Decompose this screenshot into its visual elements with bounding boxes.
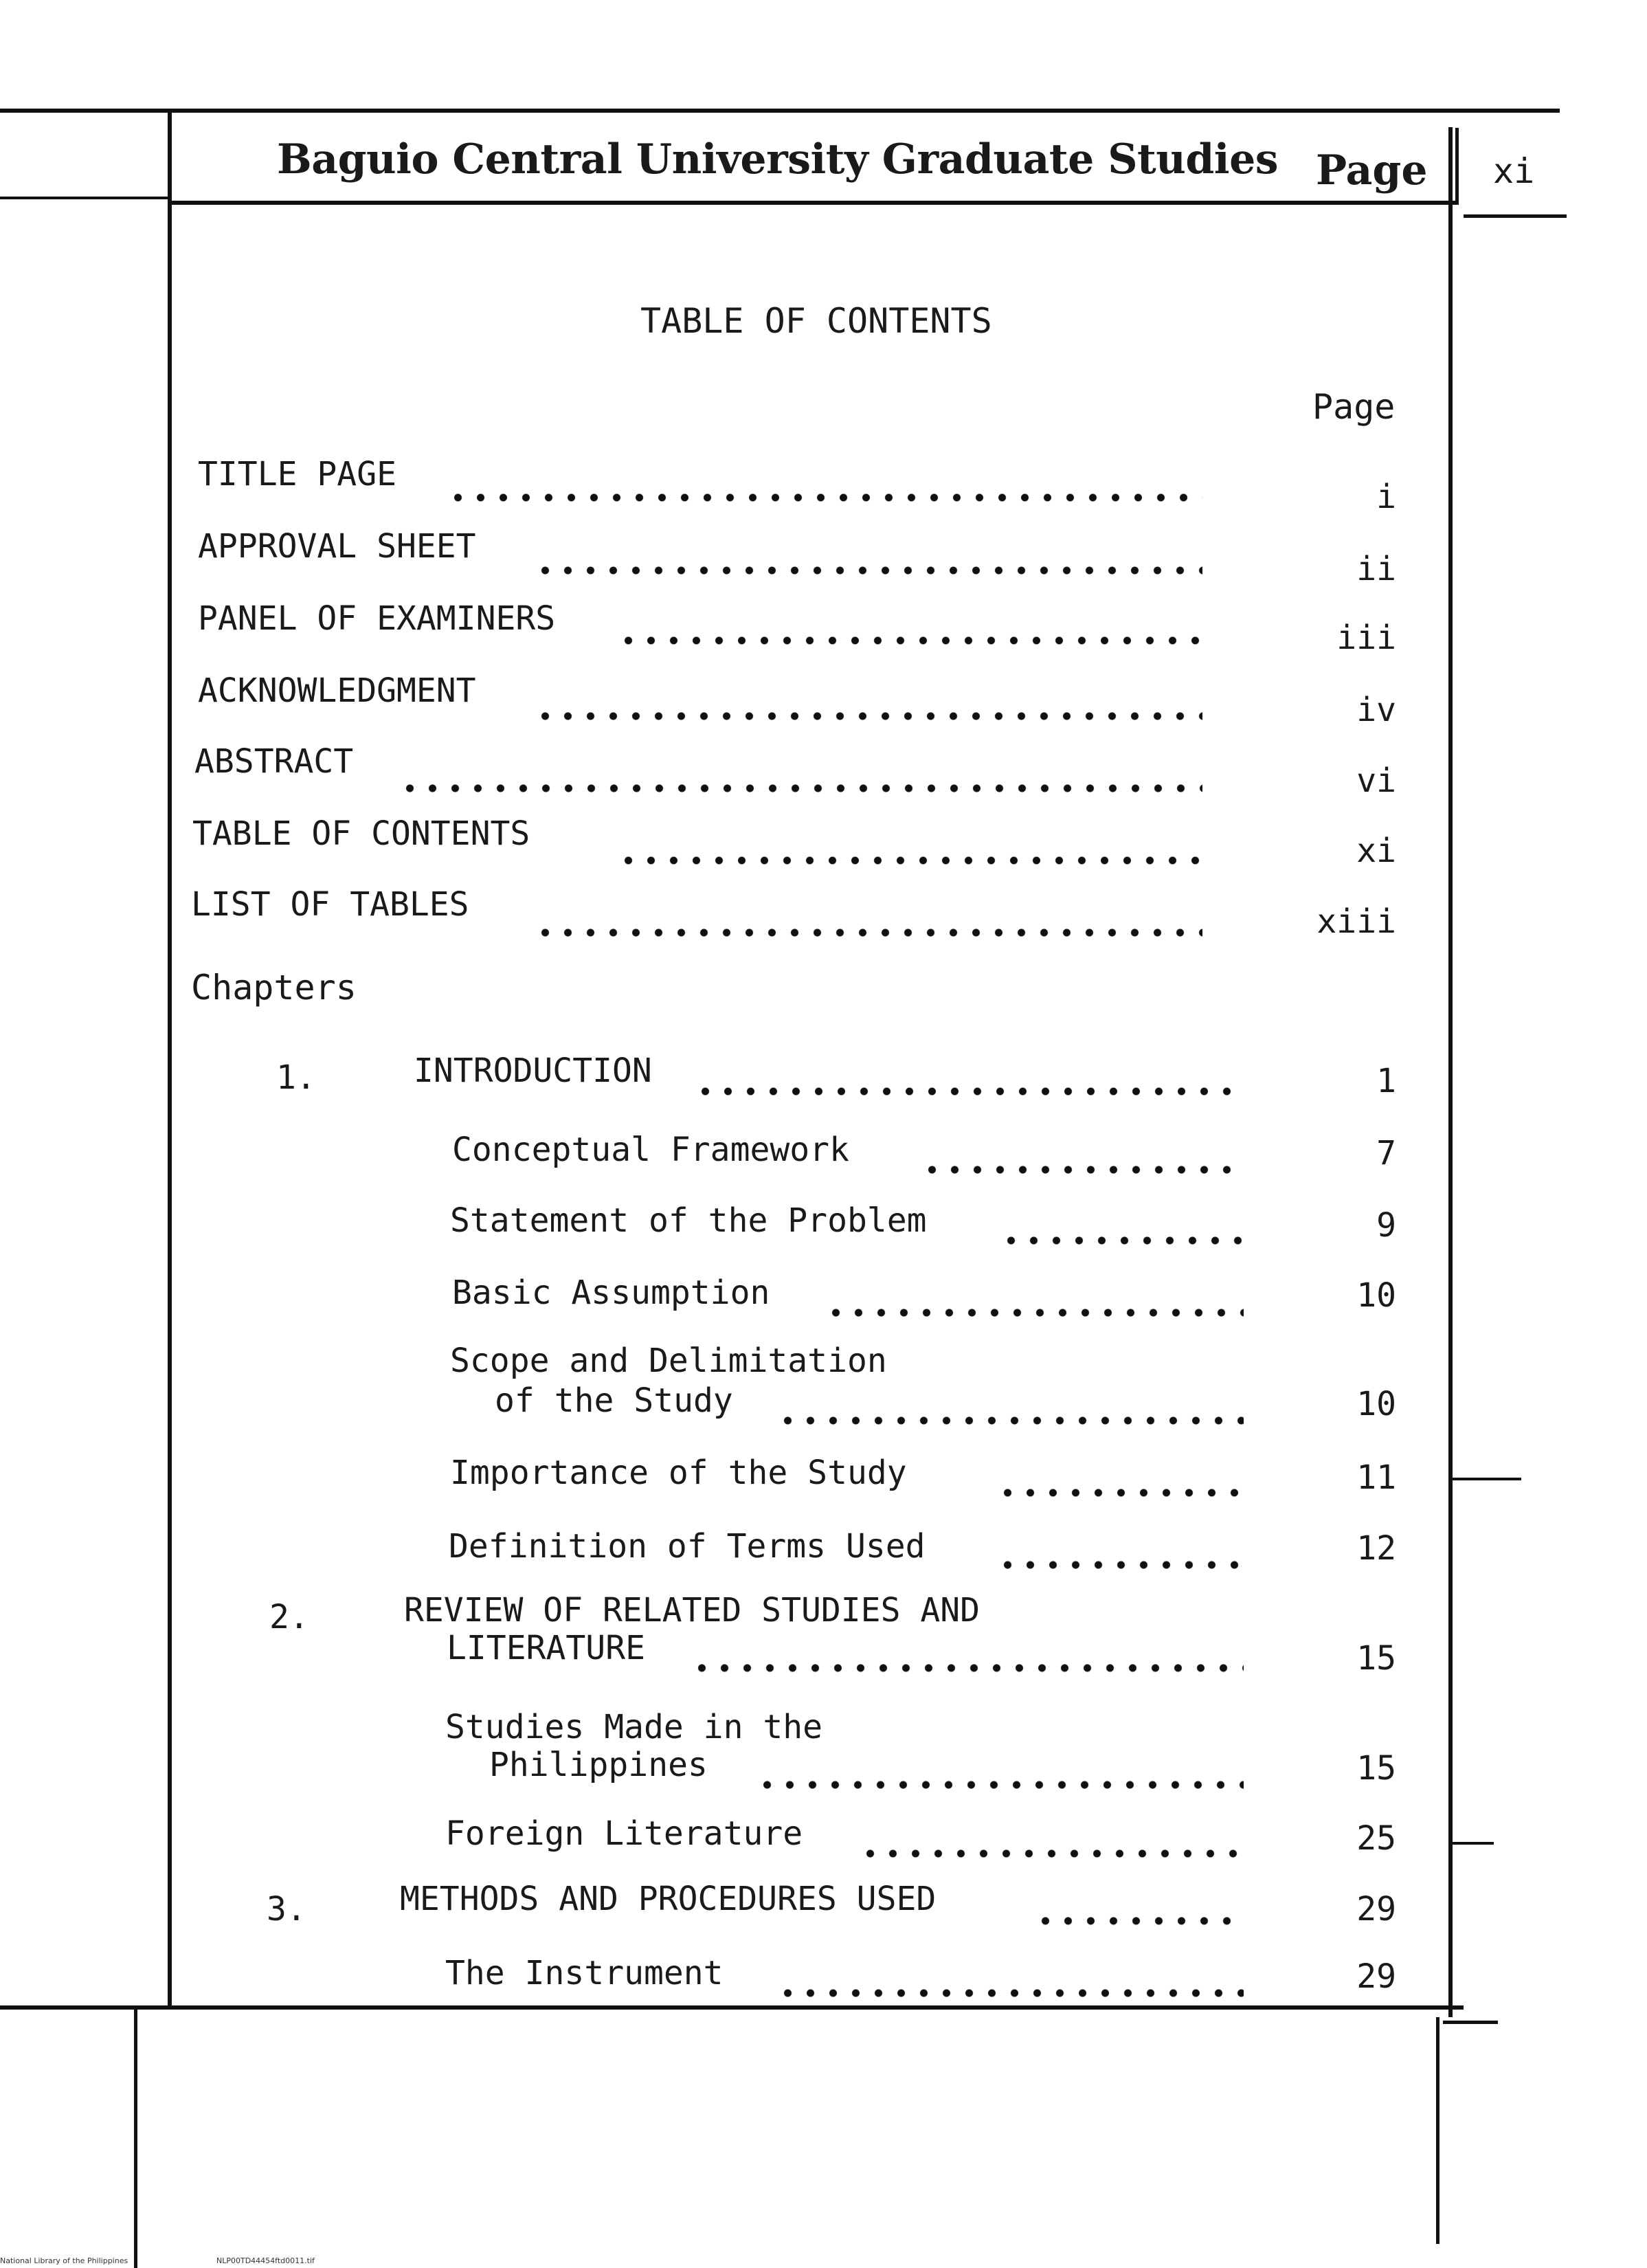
right-short-divider <box>1455 128 1459 205</box>
left-frame-line <box>168 110 172 2007</box>
dot-leader <box>921 1161 1244 1178</box>
dot-leader <box>691 1660 1244 1676</box>
dot-leader <box>996 1485 1244 1501</box>
chapter-page: 29 <box>1356 1890 1396 1928</box>
chapter-number: 2. <box>269 1598 309 1636</box>
section-title-line1: Studies Made in the <box>445 1708 823 1746</box>
left-frame-line-lower <box>134 2007 137 2268</box>
dot-leader <box>776 1985 1244 2001</box>
section-title: Conceptual Framework <box>452 1131 849 1169</box>
margin-tick-2 <box>1453 1842 1494 1845</box>
chapter-number: 1. <box>276 1058 316 1097</box>
section-page: 9 <box>1376 1206 1396 1245</box>
page-column-label: Page <box>1312 387 1396 427</box>
toc-entry-title-page: TITLE PAGE <box>198 455 396 493</box>
section-page: 12 <box>1356 1529 1396 1568</box>
chapter-title-line2: LITERATURE <box>447 1629 645 1667</box>
left-margin-rule <box>0 197 168 199</box>
toc-page-table-of-contents: xi <box>1356 832 1396 870</box>
section-title: Basic Assumption <box>452 1274 770 1312</box>
footer-source: National Library of the Philippines <box>0 2256 128 2265</box>
dot-leader <box>1000 1232 1244 1249</box>
body-bottom-rule <box>0 2005 1464 2010</box>
toc-page-acknowledgment: iv <box>1356 691 1396 729</box>
dot-leader <box>756 1777 1244 1793</box>
section-title: Importance of the Study <box>450 1454 907 1492</box>
toc-page-approval-sheet: ii <box>1356 550 1396 588</box>
dot-leader <box>825 1304 1244 1321</box>
dot-leader <box>617 632 1202 649</box>
chapters-label: Chapters <box>191 968 357 1008</box>
section-page: 10 <box>1356 1276 1396 1315</box>
toc-entry-abstract: ABSTRACT <box>194 742 354 781</box>
toc-entry-acknowledgment: ACKNOWLEDGMENT <box>198 671 476 710</box>
dot-leader <box>534 708 1202 724</box>
toc-page-abstract: vi <box>1356 761 1396 800</box>
header-bottom-rule <box>172 201 1457 205</box>
right-margin-rule <box>1464 214 1567 218</box>
section-title-line2: of the Study <box>495 1381 733 1420</box>
chapter-page: 15 <box>1356 1639 1396 1678</box>
section-title: Foreign Literature <box>445 1814 803 1853</box>
margin-tick-1 <box>1453 1478 1521 1480</box>
section-title-line1: Scope and Delimitation <box>450 1342 887 1380</box>
header-page-number: xi <box>1493 151 1535 191</box>
toc-page-list-of-tables: xiii <box>1317 902 1396 941</box>
section-title: Statement of the Problem <box>450 1201 927 1240</box>
dot-leader <box>996 1557 1244 1573</box>
toc-page-title-page: i <box>1376 478 1396 516</box>
dot-leader <box>399 780 1202 797</box>
section-page: 25 <box>1356 1819 1396 1858</box>
header-top-rule <box>0 109 1560 113</box>
toc-entry-approval-sheet: APPROVAL SHEET <box>198 527 476 566</box>
toc-entry-list-of-tables: LIST OF TABLES <box>191 885 469 924</box>
dot-leader <box>534 924 1202 941</box>
toc-page-panel-of-examiners: iii <box>1336 619 1396 657</box>
dot-leader <box>617 852 1202 869</box>
toc-heading: TABLE OF CONTENTS <box>640 301 992 341</box>
chapter-title-line1: REVIEW OF RELATED STUDIES AND <box>404 1591 981 1630</box>
dot-leader <box>447 489 1202 506</box>
section-page: 7 <box>1376 1134 1396 1172</box>
dot-leader <box>694 1083 1244 1100</box>
header-page-label: Page <box>1316 146 1428 194</box>
section-page: 29 <box>1356 1957 1396 1996</box>
toc-entry-table-of-contents: TABLE OF CONTENTS <box>192 814 530 853</box>
section-page: 15 <box>1356 1749 1396 1788</box>
chapter-number: 3. <box>267 1890 306 1928</box>
right-frame-line-lower <box>1436 2017 1439 2244</box>
section-title: Definition of Terms Used <box>449 1527 926 1566</box>
chapter-title: INTRODUCTION <box>414 1052 652 1090</box>
footer-file: NLP00TD44454ftd0011.tif <box>216 2256 315 2265</box>
dot-leader <box>1034 1913 1244 1929</box>
section-page: 10 <box>1356 1385 1396 1423</box>
dot-leader <box>859 1845 1244 1862</box>
chapter-page: 1 <box>1376 1062 1396 1100</box>
right-frame-line <box>1448 127 1453 2017</box>
chapter-title: METHODS AND PROCEDURES USED <box>400 1880 937 1918</box>
section-page: 11 <box>1356 1458 1396 1497</box>
right-bottom-tick <box>1443 2021 1498 2024</box>
section-title: The Instrument <box>445 1954 724 1992</box>
dot-leader <box>534 562 1202 579</box>
section-title-line2: Philippines <box>489 1746 708 1784</box>
header-title: Baguio Central University Graduate Studies <box>277 135 1279 184</box>
dot-leader <box>776 1412 1244 1429</box>
toc-entry-panel-of-examiners: PANEL OF EXAMINERS <box>198 599 556 638</box>
